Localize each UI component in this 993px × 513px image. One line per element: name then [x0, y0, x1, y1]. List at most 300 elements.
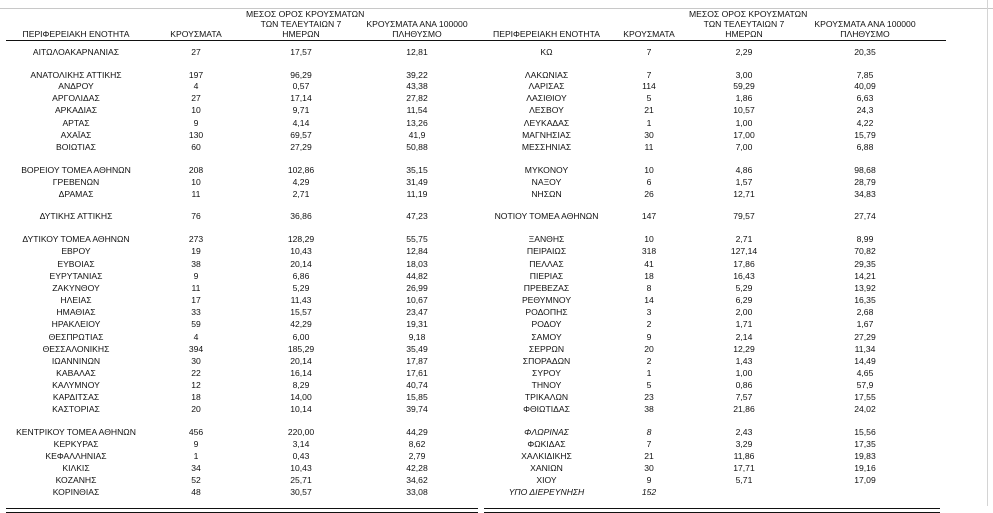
cell-avg-7-days: 6,29 — [735, 295, 753, 305]
cell-cases: 17 — [191, 295, 201, 305]
cell-per-100k: 24,02 — [854, 404, 876, 414]
table-row — [484, 404, 946, 415]
cell-avg-7-days: 1,86 — [735, 93, 753, 103]
table-row — [6, 307, 484, 318]
cell-avg-7-days: 20,14 — [290, 356, 312, 366]
cell-per-100k: 55,75 — [406, 234, 428, 244]
cell-avg-7-days: 15,57 — [290, 307, 312, 317]
table-row — [6, 189, 484, 200]
table-row — [484, 105, 946, 116]
table-row — [484, 344, 946, 355]
cell-avg-7-days: 0,57 — [292, 81, 310, 91]
cell-avg-7-days: 14,00 — [290, 392, 312, 402]
cell-avg-7-days: 16,43 — [733, 271, 755, 281]
cell-per-100k: 41,9 — [408, 130, 426, 140]
cell-per-100k: 17,35 — [854, 439, 876, 449]
cell-per-100k: 26,99 — [406, 283, 428, 293]
cell-region: ΑΡΤΑΣ — [62, 118, 90, 128]
table-row — [6, 319, 484, 330]
cell-region: ΑΧΑΪΑΣ — [60, 130, 92, 140]
table-row — [484, 475, 946, 486]
cell-cases: 18 — [191, 392, 201, 402]
cell-region: ΗΜΑΘΙΑΣ — [56, 307, 96, 317]
cell-avg-7-days: 2,43 — [735, 427, 753, 437]
cell-cases: 130 — [188, 130, 204, 140]
cell-avg-7-days: 1,71 — [735, 319, 753, 329]
cell-avg-7-days: 5,29 — [292, 283, 310, 293]
cell-per-100k: 31,49 — [406, 177, 428, 187]
cell-region: ΣΕΡΡΩΝ — [528, 344, 565, 354]
cell-per-100k: 50,88 — [406, 142, 428, 152]
cell-cases: 9 — [193, 118, 199, 128]
cell-cases: 394 — [188, 344, 204, 354]
cell-per-100k: 43,38 — [406, 81, 428, 91]
cell-avg-7-days: 4,86 — [735, 165, 753, 175]
cell-avg-7-days: 17,71 — [733, 463, 755, 473]
table-row — [6, 487, 484, 498]
cell-avg-7-days: 128,29 — [287, 234, 315, 244]
cell-avg-7-days: 17,86 — [733, 259, 755, 269]
table-row — [484, 392, 946, 403]
cell-region: ΤΗΝΟΥ — [531, 380, 562, 390]
cell-per-100k: 57,9 — [856, 380, 874, 390]
cell-cases: 11 — [644, 142, 654, 152]
table-row — [6, 427, 484, 438]
cell-region: ΛΑΚΩΝΙΑΣ — [524, 70, 569, 80]
cell-cases: 8 — [646, 283, 652, 293]
table-row — [484, 118, 946, 129]
cell-cases: 197 — [188, 70, 204, 80]
table-row — [6, 70, 484, 81]
cell-avg-7-days: 2,00 — [735, 307, 753, 317]
cell-cases: 20 — [191, 404, 201, 414]
cell-region: ΚΙΛΚΙΣ — [62, 463, 90, 473]
cell-region: ΖΑΚΥΝΘΟΥ — [52, 283, 100, 293]
cell-cases: 12 — [191, 380, 201, 390]
cell-per-100k: 19,83 — [854, 451, 876, 461]
cell-cases: 52 — [191, 475, 201, 485]
cell-per-100k: 39,74 — [406, 404, 428, 414]
cell-cases: 30 — [191, 356, 201, 366]
cell-cases: 6 — [646, 177, 652, 187]
table-row — [6, 332, 484, 343]
header-per-100k: ΚΡΟΥΣΜΑΤΑ ΑΝΑ 100000 ΠΛΗΘΥΣΜΟ — [366, 19, 468, 39]
cell-cases: 152 — [641, 487, 657, 497]
cell-avg-7-days: 17,57 — [290, 47, 312, 57]
cell-region: ΥΠΟ ΔΙΕΡΕΥΝΗΣΗ — [508, 487, 585, 497]
cell-region: ΡΕΘΥΜΝΟΥ — [521, 295, 572, 305]
table-row — [484, 332, 946, 343]
cell-per-100k: 34,83 — [854, 189, 876, 199]
cell-cases: 27 — [191, 47, 201, 57]
table-row — [6, 93, 484, 104]
cell-per-100k: 4,22 — [856, 118, 874, 128]
cell-avg-7-days: 6,00 — [292, 332, 310, 342]
cell-region: ΠΕΛΛΑΣ — [529, 259, 564, 269]
table-row — [6, 118, 484, 129]
cell-per-100k: 1,67 — [856, 319, 874, 329]
cell-cases: 30 — [644, 463, 654, 473]
cell-cases: 10 — [191, 105, 201, 115]
cell-avg-7-days: 220,00 — [287, 427, 315, 437]
cell-region: ΦΛΩΡΙΝΑΣ — [524, 427, 569, 437]
cell-avg-7-days: 1,43 — [735, 356, 753, 366]
cell-cases: 7 — [646, 47, 652, 57]
cell-avg-7-days: 17,14 — [290, 93, 312, 103]
cell-region: ΚΑΒΑΛΑΣ — [56, 368, 96, 378]
cell-region: ΦΩΚΙΔΑΣ — [527, 439, 566, 449]
cell-region: ΛΕΥΚΑΔΑΣ — [523, 118, 570, 128]
cell-region: ΝΗΣΩΝ — [531, 189, 562, 199]
cell-cases: 20 — [644, 344, 654, 354]
cell-per-100k: 12,81 — [406, 47, 428, 57]
table-row — [484, 142, 946, 153]
cell-cases: 4 — [193, 332, 199, 342]
cell-per-100k: 28,79 — [854, 177, 876, 187]
cell-per-100k: 98,68 — [854, 165, 876, 175]
cell-per-100k: 27,82 — [406, 93, 428, 103]
cell-region: ΕΥΒΟΙΑΣ — [57, 259, 95, 269]
cell-per-100k: 6,63 — [856, 93, 874, 103]
cell-per-100k: 13,26 — [406, 118, 428, 128]
cell-avg-7-days: 127,14 — [730, 246, 758, 256]
cell-region: ΞΑΝΘΗΣ — [528, 234, 565, 244]
cell-region: ΗΡΑΚΛΕΙΟΥ — [51, 319, 101, 329]
cell-avg-7-days: 1,57 — [735, 177, 753, 187]
cell-avg-7-days: 30,57 — [290, 487, 312, 497]
cell-avg-7-days: 7,57 — [735, 392, 753, 402]
cell-per-100k: 12,84 — [406, 246, 428, 256]
cell-avg-7-days: 10,43 — [290, 463, 312, 473]
table-row — [6, 165, 484, 176]
cell-avg-7-days: 3,14 — [292, 439, 310, 449]
table-row — [484, 463, 946, 474]
cell-per-100k: 15,79 — [854, 130, 876, 140]
header-avg-7-days: ΜΕΣΟΣ ΟΡΟΣ ΚΡΟΥΣΜΑΤΩΝ ΤΩΝ ΤΕΛΕΥΤΑΙΩΝ 7 ΗΜΕΡΩΝ — [246, 9, 365, 39]
table-row — [6, 47, 484, 58]
cell-avg-7-days: 42,29 — [290, 319, 312, 329]
cell-per-100k: 19,31 — [406, 319, 428, 329]
cell-cases: 10 — [644, 165, 654, 175]
cell-region: ΣΠΟΡΑΔΩΝ — [522, 356, 571, 366]
cell-per-100k: 7,85 — [856, 70, 874, 80]
cell-per-100k: 35,15 — [406, 165, 428, 175]
cell-cases: 22 — [191, 368, 201, 378]
cell-cases: 9 — [646, 475, 652, 485]
cell-avg-7-days: 25,71 — [290, 475, 312, 485]
cell-cases: 27 — [191, 93, 201, 103]
cell-region: ΜΕΣΣΗΝΙΑΣ — [521, 142, 572, 152]
cell-avg-7-days: 5,71 — [735, 475, 753, 485]
cell-avg-7-days: 185,29 — [287, 344, 315, 354]
cell-cases: 76 — [191, 211, 201, 221]
cell-per-100k: 15,85 — [406, 392, 428, 402]
cell-region: ΜΑΓΝΗΣΙΑΣ — [522, 130, 571, 140]
cell-cases: 208 — [188, 165, 204, 175]
cell-cases: 23 — [644, 392, 654, 402]
cell-cases: 11 — [191, 283, 201, 293]
table-row — [484, 81, 946, 92]
cell-avg-7-days: 2,29 — [735, 47, 753, 57]
cell-region: ΘΕΣΠΡΩΤΙΑΣ — [48, 332, 104, 342]
table-row — [6, 105, 484, 116]
cell-per-100k: 20,35 — [854, 47, 876, 57]
cell-region: ΡΟΔΟΥ — [531, 319, 562, 329]
cell-per-100k: 70,82 — [854, 246, 876, 256]
cell-avg-7-days: 17,00 — [733, 130, 755, 140]
cell-per-100k: 16,35 — [854, 295, 876, 305]
cell-region: ΔΥΤΙΚΟΥ ΤΟΜΕΑ ΑΘΗΝΩΝ — [22, 234, 130, 244]
cell-avg-7-days: 3,29 — [735, 439, 753, 449]
cell-cases: 114 — [642, 81, 656, 91]
cell-per-100k: 27,29 — [854, 332, 876, 342]
cell-per-100k: 14,49 — [854, 356, 876, 366]
cell-avg-7-days: 2,71 — [292, 189, 310, 199]
table-row — [6, 451, 484, 462]
cell-per-100k: 2,79 — [408, 451, 426, 461]
cell-region: ΘΕΣΣΑΛΟΝΙΚΗΣ — [42, 344, 110, 354]
table-row — [484, 234, 946, 245]
cell-avg-7-days: 36,86 — [290, 211, 312, 221]
cell-avg-7-days: 21,86 — [733, 404, 755, 414]
table-row — [6, 295, 484, 306]
cell-per-100k: 35,49 — [406, 344, 428, 354]
cell-region: ΛΕΣΒΟΥ — [529, 105, 564, 115]
cell-region: ΧΙΟΥ — [536, 475, 557, 485]
cell-avg-7-days: 12,71 — [733, 189, 755, 199]
cell-cases: 26 — [644, 189, 654, 199]
cell-region: ΙΩΑΝΝΙΝΩΝ — [51, 356, 101, 366]
table-row — [6, 211, 484, 222]
cell-region: ΑΝΑΤΟΛΙΚΗΣ ΑΤΤΙΚΗΣ — [30, 70, 122, 80]
table-bottom-rule — [6, 508, 478, 513]
cell-avg-7-days: 69,57 — [290, 130, 312, 140]
cell-cases: 21 — [644, 105, 654, 115]
cell-avg-7-days: 7,00 — [735, 142, 753, 152]
table-row — [484, 356, 946, 367]
table-row — [484, 487, 946, 498]
cell-region: ΚΕΦΑΛΛΗΝΙΑΣ — [45, 451, 107, 461]
table-row — [484, 271, 946, 282]
table-row — [484, 283, 946, 294]
cell-region: ΡΟΔΟΠΗΣ — [525, 307, 568, 317]
header-cases: ΚΡΟΥΣΜΑΤΑ — [623, 29, 675, 39]
cell-avg-7-days: 9,71 — [292, 105, 310, 115]
table-row — [6, 475, 484, 486]
table-row — [484, 319, 946, 330]
cell-avg-7-days: 11,86 — [733, 451, 755, 461]
cell-cases: 10 — [644, 234, 654, 244]
cell-per-100k: 9,18 — [408, 332, 426, 342]
cell-region: ΚΕΝΤΡΙΚΟΥ ΤΟΜΕΑ ΑΘΗΝΩΝ — [16, 427, 136, 437]
cell-cases: 4 — [193, 81, 199, 91]
cell-per-100k: 39,22 — [406, 70, 428, 80]
table-row — [6, 246, 484, 257]
cell-region: ΛΑΣΙΘΙΟΥ — [526, 93, 567, 103]
cell-cases: 21 — [644, 451, 654, 461]
table-row — [484, 259, 946, 270]
cell-region: ΕΒΡΟΥ — [61, 246, 91, 256]
cell-per-100k: 8,62 — [408, 439, 426, 449]
cell-region: ΦΘΙΩΤΙΔΑΣ — [523, 404, 570, 414]
table-row — [484, 439, 946, 450]
table-row — [484, 307, 946, 318]
cell-avg-7-days: 0,86 — [735, 380, 753, 390]
table-header — [6, 8, 484, 41]
cell-region: ΠΕΙΡΑΙΩΣ — [526, 246, 567, 256]
header-per-100k: ΚΡΟΥΣΜΑΤΑ ΑΝΑ 100000 ΠΛΗΘΥΣΜΟ — [814, 19, 916, 39]
cell-avg-7-days: 1,00 — [735, 118, 753, 128]
cell-avg-7-days: 11,43 — [290, 295, 312, 305]
cell-avg-7-days: 59,29 — [733, 81, 755, 91]
table-row — [484, 130, 946, 141]
cell-cases: 38 — [191, 259, 201, 269]
cell-cases: 9 — [193, 271, 199, 281]
cell-cases: 1 — [646, 118, 652, 128]
cell-cases: 3 — [646, 307, 652, 317]
table-row — [484, 427, 946, 438]
cell-per-100k: 11,19 — [406, 189, 428, 199]
cell-cases: 456 — [188, 427, 204, 437]
cell-per-100k: 47,23 — [406, 211, 428, 221]
table-row — [6, 463, 484, 474]
cell-region: ΚΑΛΥΜΝΟΥ — [52, 380, 100, 390]
cell-region: ΜΥΚΟΝΟΥ — [524, 165, 569, 175]
cell-avg-7-days: 4,29 — [292, 177, 310, 187]
page-right-edge — [987, 0, 988, 506]
cell-per-100k: 34,62 — [406, 475, 428, 485]
cell-cases: 9 — [193, 439, 199, 449]
cell-cases: 2 — [646, 319, 652, 329]
cell-region: ΧΑΝΙΩΝ — [530, 463, 563, 473]
cell-cases: 19 — [191, 246, 201, 256]
cell-cases: 14 — [644, 295, 654, 305]
cell-region: ΛΑΡΙΣΑΣ — [528, 81, 565, 91]
table-row — [6, 234, 484, 245]
cell-cases: 8 — [646, 427, 652, 437]
table-row — [6, 271, 484, 282]
cell-region: ΚΟΡΙΝΘΙΑΣ — [52, 487, 100, 497]
cell-per-100k: 13,92 — [854, 283, 876, 293]
cell-avg-7-days: 12,29 — [733, 344, 755, 354]
cell-region: ΑΙΤΩΛΟΑΚΑΡΝΑΝΙΑΣ — [32, 47, 120, 57]
cell-per-100k: 11,34 — [854, 344, 876, 354]
cell-cases: 33 — [191, 307, 201, 317]
cell-region: ΗΛΕΙΑΣ — [60, 295, 92, 305]
cell-avg-7-days: 27,29 — [290, 142, 312, 152]
cell-per-100k: 17,87 — [406, 356, 428, 366]
cell-region: ΚΩ — [540, 47, 553, 57]
cell-per-100k: 24,3 — [856, 105, 874, 115]
cell-region: ΝΑΞΟΥ — [531, 177, 562, 187]
table-row — [484, 177, 946, 188]
table-row — [484, 380, 946, 391]
right-cases-table — [484, 8, 946, 497]
table-row — [484, 93, 946, 104]
cell-region: ΑΡΓΟΛΙΔΑΣ — [52, 93, 100, 103]
cell-per-100k: 15,56 — [854, 427, 876, 437]
cell-cases: 10 — [191, 177, 201, 187]
table-row — [484, 211, 946, 222]
cell-cases: 48 — [191, 487, 201, 497]
cell-region: ΑΝΔΡΟΥ — [58, 81, 94, 91]
cell-per-100k: 42,28 — [406, 463, 428, 473]
cell-per-100k: 23,47 — [406, 307, 428, 317]
cell-region: ΚΑΡΔΙΤΣΑΣ — [52, 392, 100, 402]
cell-avg-7-days: 20,14 — [290, 259, 312, 269]
header-region: ΠΕΡΙΦΕΡΕΙΑΚΗ ΕΝΟΤΗΤΑ — [493, 29, 600, 39]
cell-region: ΝΟΤΙΟΥ ΤΟΜΕΑ ΑΘΗΝΩΝ — [494, 211, 599, 221]
cell-region: ΒΟΡΕΙΟΥ ΤΟΜΕΑ ΑΘΗΝΩΝ — [21, 165, 131, 175]
cell-cases: 5 — [646, 380, 652, 390]
cell-region: ΧΑΛΚΙΔΙΚΗΣ — [521, 451, 572, 461]
cell-avg-7-days: 102,86 — [287, 165, 315, 175]
cell-avg-7-days: 96,29 — [290, 70, 312, 80]
table-row — [484, 165, 946, 176]
cell-avg-7-days: 16,14 — [290, 368, 312, 378]
cell-avg-7-days: 2,71 — [735, 234, 753, 244]
cell-avg-7-days: 3,00 — [735, 70, 753, 80]
header-cases: ΚΡΟΥΣΜΑΤΑ — [170, 29, 222, 39]
cell-region: ΓΡΕΒΕΝΩΝ — [52, 177, 100, 187]
table-row — [6, 356, 484, 367]
cell-cases: 318 — [641, 246, 657, 256]
cell-avg-7-days: 4,14 — [292, 118, 310, 128]
cell-per-100k: 19,16 — [854, 463, 876, 473]
cell-avg-7-days: 0,43 — [292, 451, 310, 461]
cell-region: ΔΥΤΙΚΗΣ ΑΤΤΙΚΗΣ — [39, 211, 113, 221]
cell-cases: 34 — [191, 463, 201, 473]
cell-avg-7-days: 10,14 — [290, 404, 312, 414]
cell-cases: 18 — [644, 271, 654, 281]
table-row — [484, 47, 946, 58]
cell-per-100k: 10,67 — [406, 295, 428, 305]
cell-region: ΑΡΚΑΔΙΑΣ — [54, 105, 98, 115]
table-row — [484, 368, 946, 379]
cell-cases: 147 — [641, 211, 657, 221]
cell-cases: 1 — [646, 368, 652, 378]
table-row — [6, 368, 484, 379]
cell-per-100k: 17,09 — [854, 475, 876, 485]
cell-region: ΣΑΜΟΥ — [531, 332, 562, 342]
table-row — [484, 295, 946, 306]
cell-per-100k: 40,74 — [406, 380, 428, 390]
cell-cases: 7 — [646, 70, 652, 80]
cell-avg-7-days: 6,86 — [292, 271, 310, 281]
cell-region: ΠΡΕΒΕΖΑΣ — [523, 283, 570, 293]
cell-cases: 11 — [191, 189, 201, 199]
table-row — [6, 380, 484, 391]
table-row — [6, 439, 484, 450]
cell-per-100k: 44,82 — [406, 271, 428, 281]
cell-per-100k: 4,65 — [856, 368, 874, 378]
cell-per-100k: 11,54 — [406, 105, 428, 115]
cell-region: ΕΥΡΥΤΑΝΙΑΣ — [49, 271, 103, 281]
cell-cases: 60 — [191, 142, 201, 152]
table-row — [484, 70, 946, 81]
cell-per-100k: 6,88 — [856, 142, 874, 152]
cell-avg-7-days: 1,00 — [735, 368, 753, 378]
cell-region: ΠΙΕΡΙΑΣ — [529, 271, 564, 281]
table-row — [6, 142, 484, 153]
cell-avg-7-days: 10,57 — [733, 105, 755, 115]
cell-region: ΣΥΡΟΥ — [532, 368, 561, 378]
cell-region: ΔΡΑΜΑΣ — [58, 189, 94, 199]
cell-cases: 38 — [644, 404, 654, 414]
cell-cases: 41 — [644, 259, 654, 269]
cell-region: ΒΟΙΩΤΙΑΣ — [56, 142, 96, 152]
table-row — [6, 344, 484, 355]
